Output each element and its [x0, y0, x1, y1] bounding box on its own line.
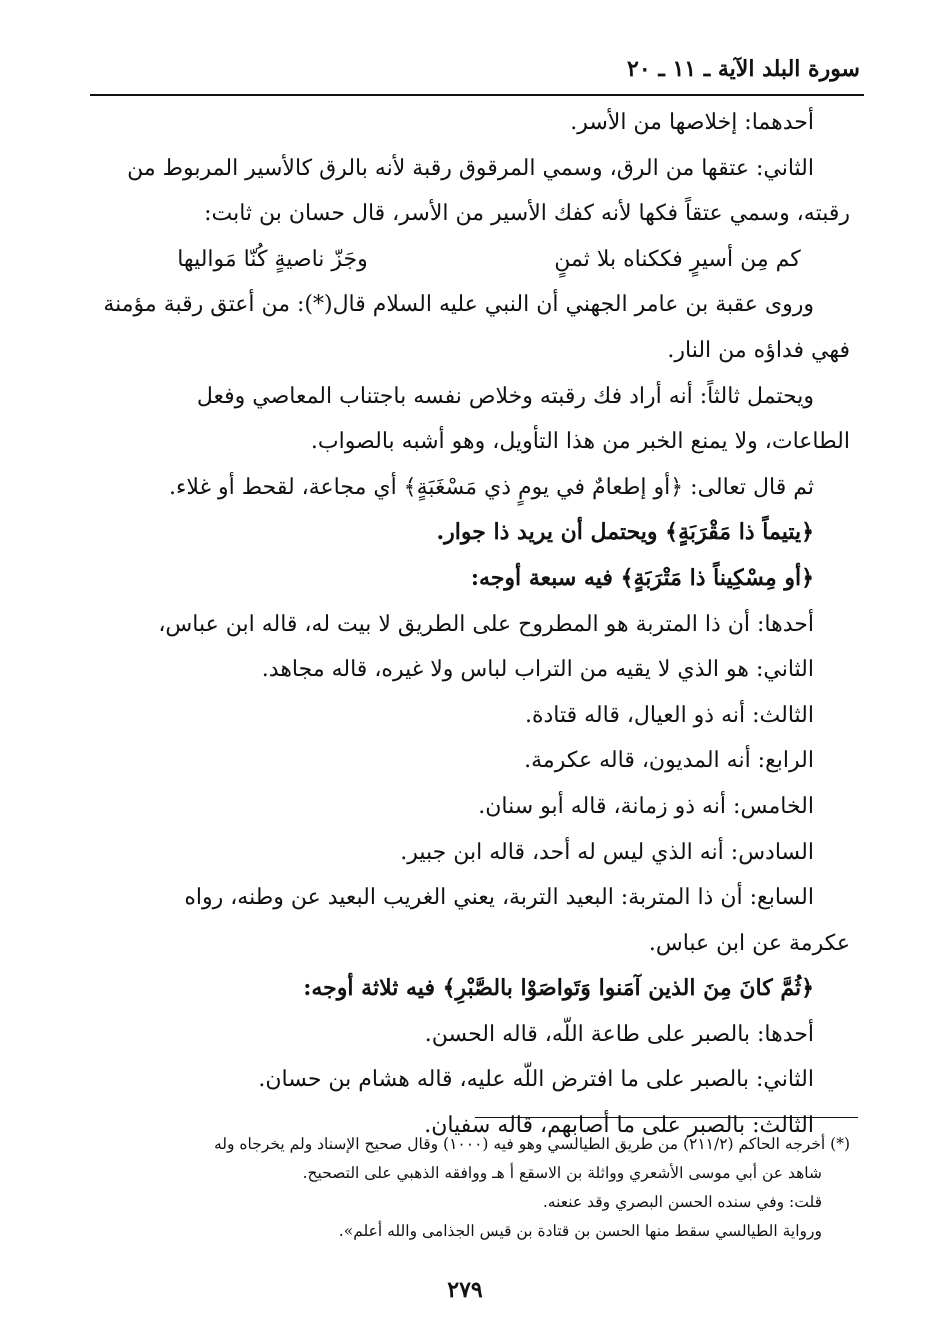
text-line: عكرمة عن ابن عباس.: [648, 930, 850, 956]
poem-verse: [100, 237, 850, 283]
text-line: الثاني: عتقها من الرق، وسمي المرقوق رقبة لأنه بالرق كالأسير المربوط من: [127, 155, 814, 181]
text-line: السادس: أنه الذي ليس له أحد، قاله ابن جبير.: [400, 839, 814, 865]
text-line: الثالث: أنه ذو العيال، قاله قتادة.: [524, 702, 814, 728]
text-line: الثاني: هو الذي لا يقيه من التراب لباس ولا غيره، قاله مجاهد.: [261, 657, 814, 683]
text-line: الطاعات، ولا يمنع الخبر من هذا التأويل، وهو أشبه بالصواب.: [310, 429, 850, 455]
text-line: ثم قال تعالى: ﴿أو إطعامٌ في يومٍ ذي مَسْغَبَةٍ﴾ أي مجاعة، لقحط أو غلاء.: [169, 474, 814, 500]
text-line: رقبته، وسمي عتقاً فكها لأنه كفك الأسير من الأسر، قال حسان بن ثابت:: [204, 201, 850, 227]
text-line: أحدهما: إخلاصها من الأسر.: [570, 110, 814, 135]
quran-verse-line: ﴿أو مِسْكِيناً ذا مَتْرَبَةٍ﴾ فيه سبعة أوجه:: [470, 564, 814, 591]
page-number: ٢٧٩: [447, 1277, 483, 1303]
footnote-line: قلت: وفي سنده الحسن البصري وقد عنعنه.: [542, 1193, 822, 1211]
main-text: [100, 100, 850, 1149]
text-line: وروى عقبة بن عامر الجهني أن النبي عليه السلام قال(*): من أعتق رقبة مؤمنة: [103, 292, 814, 318]
text-line: الثالث: بالصبر على ما أصابهم، قاله سفيان.: [424, 1113, 814, 1139]
text-line: ويحتمل ثالثاً: أنه أراد فك رقبته وخلاص نفسه باجتناب المعاصي وفعل: [196, 383, 814, 409]
quran-verse-line: ﴿يتيماً ذا مَقْرَبَةٍ﴾ ويحتمل أن يريد ذا جوار.: [436, 519, 814, 546]
running-head-title: سورة البلد الآية ـ ١١ ـ ٢٠: [627, 56, 860, 82]
footnote-line: شاهد عن أبي موسى الأشعري وواثلة بن الاسقع أ هـ ووافقه الذهبي على التصحيح.: [302, 1164, 822, 1182]
quran-verse-line: ﴿ثُمَّ كانَ مِنَ الذين آمَنوا وَتَواصَوْا بالصَّبْرِ﴾ فيه ثلاثة أوجه:: [303, 975, 814, 1002]
text-line: السابع: أن ذا المتربة: البعيد التربة، يعني الغريب البعيد عن وطنه، رواه: [184, 885, 814, 911]
footnote-line: (*) أخرجه الحاكم (٢١١/٢) من طريق الطيالسي وهو فيه (١٠٠٠) وقال صحيح الإسناد ولم يخرجاه وله: [213, 1135, 850, 1153]
footnote-line: ورواية الطيالسي سقط منها الحسن بن قتادة بن قيس الجذامى والله أعلم».: [338, 1222, 822, 1240]
footnotes: [110, 1130, 850, 1246]
text-line: الرابع: أنه المديون، قاله عكرمة.: [524, 748, 814, 774]
text-line: أحدها: أن ذا المتربة هو المطروح على الطريق لا بيت له، قاله ابن عباس،: [158, 611, 814, 637]
header-rule: [90, 94, 864, 96]
text-line: الخامس: أنه ذو زمانة، قاله أبو سنان.: [478, 793, 814, 819]
text-line: أحدها: بالصبر على طاعة اللّه، قاله الحسن.: [424, 1021, 814, 1047]
poem-second-hemistich: وجَزّ ناصيةٍ كُنّا مَواليها: [177, 246, 368, 272]
poem-first-hemistich: كم مِن أسيرٍ فككناه بلا ثمنٍ: [554, 246, 801, 272]
text-line: الثاني: بالصبر على ما افترض اللّه عليه، قاله هشام بن حسان.: [258, 1067, 814, 1093]
footnote-rule: [475, 1117, 858, 1118]
text-line: فهي فداؤه من النار.: [667, 337, 850, 363]
